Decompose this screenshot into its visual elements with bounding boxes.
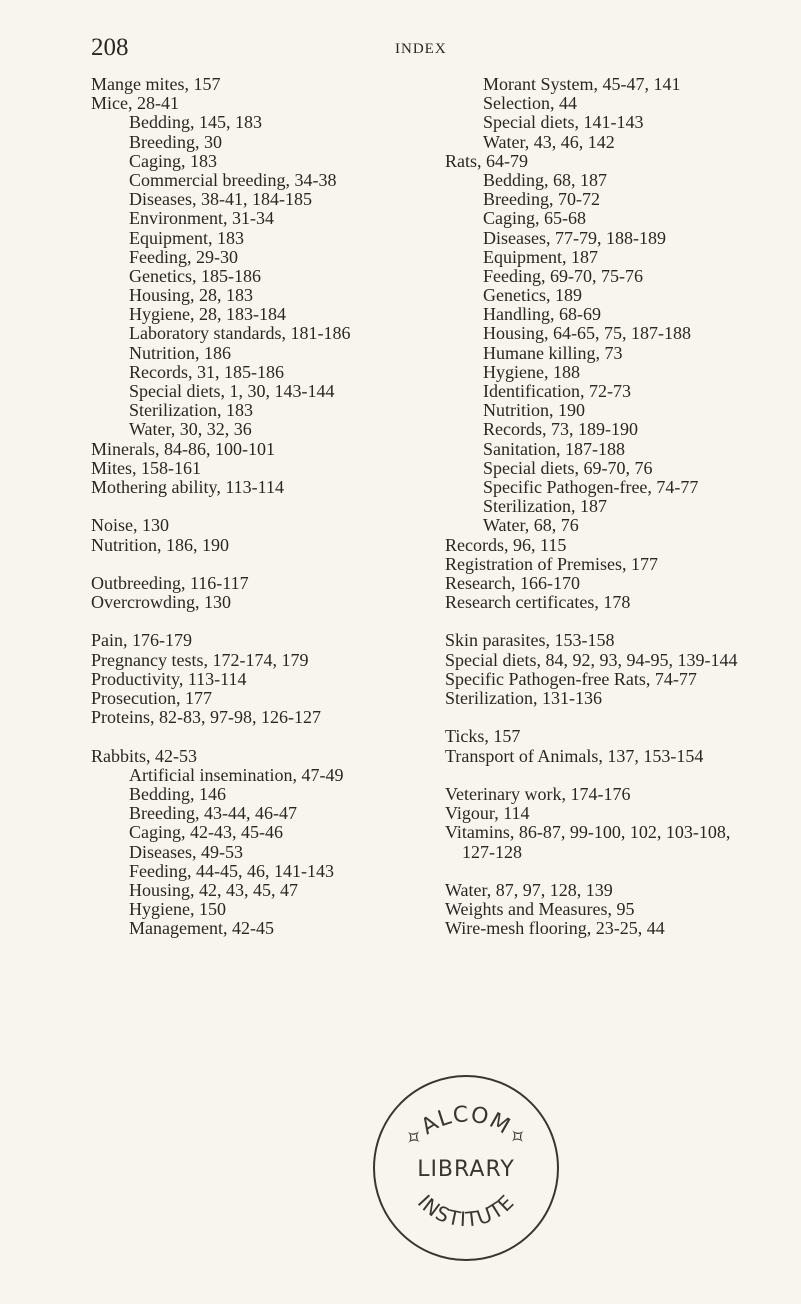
index-subentry: Special diets, 141-143 xyxy=(483,112,644,133)
index-column-left xyxy=(91,75,451,938)
index-subentry: Hygiene, 28, 183-184 xyxy=(129,304,286,325)
index-subentry: Housing, 28, 183 xyxy=(129,285,254,306)
index-entry: Research certificates, 178 xyxy=(445,592,631,613)
index-subentry: Artificial insemination, 47-49 xyxy=(129,764,344,785)
stamp-top-text: ✧ALCOM✧ xyxy=(399,1102,533,1154)
entry-gap xyxy=(445,862,785,881)
entry-gap xyxy=(445,766,785,785)
index-subentry: Caging, 183 xyxy=(129,150,217,171)
index-entry: 127-128 xyxy=(462,841,522,862)
index-entry: Weights and Measures, 95 xyxy=(445,899,635,920)
index-subentry: Genetics, 189 xyxy=(483,285,582,306)
index-subentry: Management, 42-45 xyxy=(129,918,274,939)
entry-gap xyxy=(445,708,785,727)
index-entry: Transport of Animals, 137, 153-154 xyxy=(445,745,704,766)
index-entry: Water, 87, 97, 128, 139 xyxy=(445,879,613,900)
index-subentry: Identification, 72-73 xyxy=(483,381,631,401)
index-subentry: Nutrition, 186 xyxy=(129,342,231,363)
index-subentry: Feeding, 44-45, 46, 141-143 xyxy=(129,860,334,881)
index-subentry: Records, 73, 189-190 xyxy=(483,419,638,440)
index-subentry: Commercial breeding, 34-38 xyxy=(129,169,337,190)
index-entry: Productivity, 113-114 xyxy=(91,668,247,689)
entry-gap xyxy=(91,497,451,516)
index-subentry: Diseases, 38-41, 184-185 xyxy=(129,189,312,210)
index-subentry: Environment, 31-34 xyxy=(129,208,274,229)
index-subentry: Laboratory standards, 181-186 xyxy=(129,323,351,344)
index-subentry: Selection, 44 xyxy=(483,93,577,114)
index-subentry: Equipment, 187 xyxy=(483,246,598,267)
index-subentry: Breeding, 30 xyxy=(129,131,222,152)
index-entry: Vigour, 114 xyxy=(445,803,530,824)
index-subentry: Diseases, 49-53 xyxy=(129,841,243,862)
index-entry: Registration of Premises, 177 xyxy=(445,553,658,574)
index-subentry: Special diets, 69-70, 76 xyxy=(483,457,653,478)
index-subentry: Records, 31, 185-186 xyxy=(129,361,284,382)
stamp-middle-text: LIBRARY xyxy=(417,1157,515,1182)
index-entry: Special diets, 84, 92, 93, 94-95, 139-144 xyxy=(445,649,738,670)
index-entry: Wire-mesh flooring, 23-25, 44 xyxy=(445,918,665,939)
index-entry: Mice, 28-41 xyxy=(91,93,179,114)
index-subentry: Bedding, 68, 187 xyxy=(483,169,607,190)
index-subentry: Equipment, 183 xyxy=(129,227,244,248)
library-stamp xyxy=(368,1064,564,1264)
index-subentry: Caging, 65-68 xyxy=(483,208,586,229)
index-subentry: Hygiene, 150 xyxy=(129,899,226,920)
index-subentry: Nutrition, 190 xyxy=(483,400,585,421)
index-entry: Mites, 158-161 xyxy=(91,457,201,478)
index-subentry: Sterilization, 187 xyxy=(483,496,607,517)
index-entry: Veterinary work, 174-176 xyxy=(445,783,631,804)
index-subentry: Breeding, 43-44, 46-47 xyxy=(129,803,297,824)
index-entry: Overcrowding, 130 xyxy=(91,592,231,613)
index-subentry: Handling, 68-69 xyxy=(483,304,601,325)
index-subentry: Morant System, 45-47, 141 xyxy=(483,74,681,94)
index-entry: Prosecution, 177 xyxy=(91,688,212,708)
index-subentry: Special diets, 1, 30, 143-144 xyxy=(129,381,335,401)
index-entry: Sterilization, 131-136 xyxy=(445,688,602,708)
index-entry: Noise, 130 xyxy=(91,515,169,536)
index-column-right xyxy=(445,75,785,938)
index-subentry: Specific Pathogen-free, 74-77 xyxy=(483,476,699,497)
index-entry: Nutrition, 186, 190 xyxy=(91,534,229,555)
index-subentry: Diseases, 77-79, 188-189 xyxy=(483,227,666,248)
index-entry: Ticks, 157 xyxy=(445,726,521,747)
index-entry: Skin parasites, 153-158 xyxy=(445,630,615,651)
index-entry: Specific Pathogen-free Rats, 74-77 xyxy=(445,668,697,689)
index-subentry: Water, 43, 46, 142 xyxy=(483,131,615,152)
entry-gap xyxy=(91,555,451,574)
index-entry: Records, 96, 115 xyxy=(445,534,567,555)
page-number: 208 xyxy=(91,34,129,61)
index-entry: Pregnancy tests, 172-174, 179 xyxy=(91,649,309,670)
index-entry: Minerals, 84-86, 100-101 xyxy=(91,438,275,459)
entry-gap xyxy=(91,612,451,631)
svg-text:INSTITUTE xyxy=(413,1190,519,1232)
index-subentry: Feeding, 69-70, 75-76 xyxy=(483,265,643,286)
index-subentry: Water, 68, 76 xyxy=(483,515,579,536)
index-subentry: Genetics, 185-186 xyxy=(129,265,261,286)
index-subentry: Bedding, 145, 183 xyxy=(129,112,262,133)
index-entry: Rabbits, 42-53 xyxy=(91,745,197,766)
index-subentry: Bedding, 146 xyxy=(129,783,226,804)
index-entry: Vitamins, 86-87, 99-100, 102, 103-108, xyxy=(445,822,731,843)
index-entry: Mange mites, 157 xyxy=(91,74,221,94)
entry-gap xyxy=(91,727,451,746)
index-entry: Mothering ability, 113-114 xyxy=(91,476,284,497)
index-entry: Research, 166-170 xyxy=(445,572,580,593)
index-subentry: Sanitation, 187-188 xyxy=(483,438,625,459)
index-subentry: Breeding, 70-72 xyxy=(483,189,600,210)
index-subentry: Housing, 64-65, 75, 187-188 xyxy=(483,323,691,344)
svg-text:✧ALCOM✧ xyxy=(399,1102,532,1153)
index-entry: Pain, 176-179 xyxy=(91,630,192,651)
index-entry: Proteins, 82-83, 97-98, 126-127 xyxy=(91,707,321,728)
index-subentry: Housing, 42, 43, 45, 47 xyxy=(129,879,299,900)
library-stamp-seal xyxy=(368,1064,564,1264)
index-subentry: Humane killing, 73 xyxy=(483,342,623,363)
stamp-bottom-text: INSTITUTE xyxy=(412,1189,520,1232)
index-subentry: Sterilization, 183 xyxy=(129,400,253,421)
index-subentry: Hygiene, 188 xyxy=(483,361,580,382)
index-entry: Rats, 64-79 xyxy=(445,150,528,171)
index-entry: Outbreeding, 116-117 xyxy=(91,572,249,593)
index-subentry: Feeding, 29-30 xyxy=(129,246,238,267)
running-head: INDEX xyxy=(395,41,447,57)
entry-gap xyxy=(445,612,785,631)
index-subentry: Caging, 42-43, 45-46 xyxy=(129,822,283,843)
index-subentry: Water, 30, 32, 36 xyxy=(129,419,252,440)
